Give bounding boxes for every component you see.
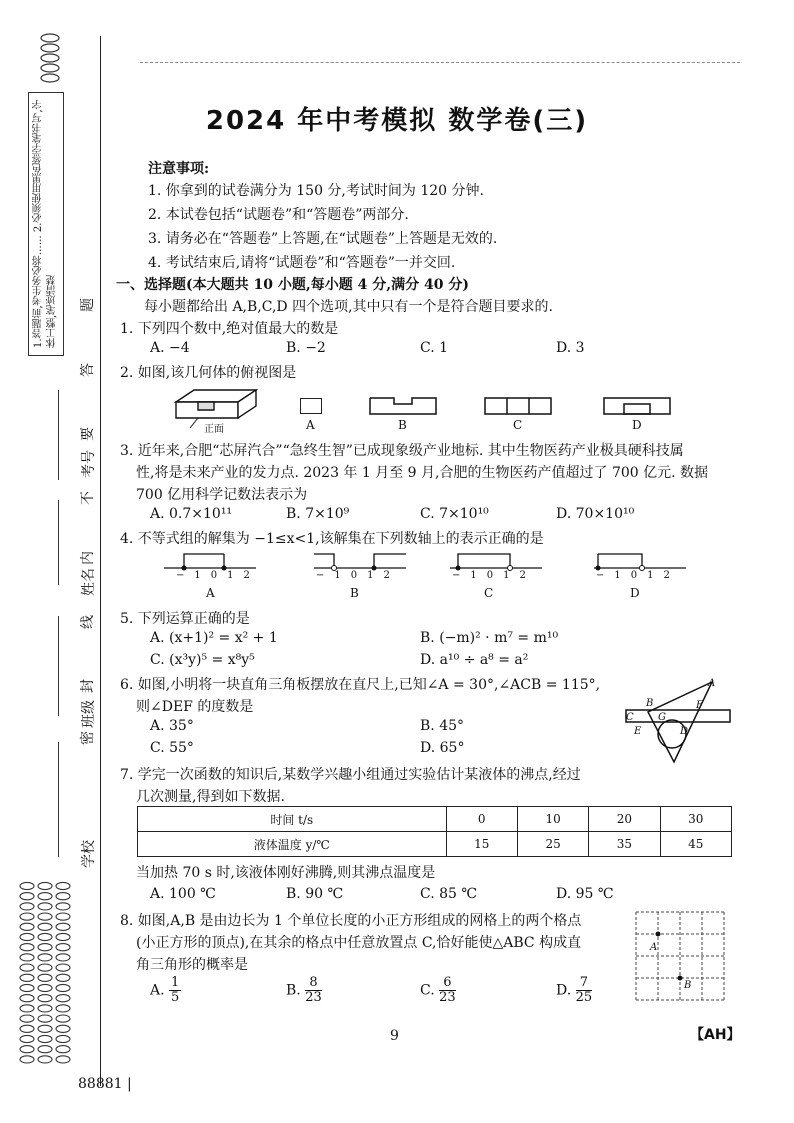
q1-option-c: C. 1 (420, 340, 449, 356)
table-row (138, 807, 732, 832)
q7-line: 7. 学完一次函数的知识后,某数学兴趣小组通过实验估计某液体的沸点,经过 (120, 767, 581, 783)
q4-numberline-c (446, 548, 546, 588)
q2-label-b: B (398, 418, 407, 432)
q8-point-a-label: A (650, 942, 658, 953)
q5-stem: 5. 下列运算正确的是 (120, 611, 250, 627)
q1-stem: 1. 下列四个数中,绝对值最大的数是 (120, 321, 339, 337)
q8-point-b-label: B (684, 980, 692, 991)
field-class: 班级 (81, 700, 97, 728)
q2-label-a: A (306, 418, 315, 432)
table-cell: 15 (446, 832, 517, 857)
field-line (58, 742, 59, 857)
q5-option-a: A. (x+1)² = x² + 1 (150, 630, 278, 646)
field-school: 学校 (81, 840, 97, 868)
q6-line: 6. 如图,小明将一块直角三角板摆放在直尺上,已知∠A = 30°,∠ACB = 115°, (120, 677, 601, 693)
q4-ticks-a: −1012 (176, 570, 260, 581)
q2-view-c (483, 396, 553, 416)
seal-char: 不 (80, 491, 96, 505)
field-line (58, 390, 59, 480)
ring-holes-top (38, 30, 62, 90)
table-cell: 0 (446, 807, 517, 832)
q2-label-c: C (513, 418, 523, 432)
bottom-mark: 88881 | (78, 1076, 132, 1092)
notes-item: 1. 你拿到的试卷满分为 150 分,考试时间为 120 分钟. (148, 183, 484, 199)
q2-view-d (602, 396, 672, 416)
notes-item: 3. 请务必在“答题卷”上答题,在“试题卷”上答题是无效的. (148, 231, 498, 247)
q8-option-d: D. $\frac{7}{25}$ (556, 975, 593, 1005)
q3-option-c: C. 7×10¹⁰ (420, 506, 489, 522)
q2-label-d: D (632, 418, 642, 432)
ring-holes-bottom (18, 880, 74, 1070)
seal-char: 线 (80, 615, 96, 629)
q5-option-d: D. a¹⁰ ÷ a⁸ = a² (420, 652, 529, 668)
q6-label-e: E (634, 726, 642, 737)
page-number: 9 (390, 1028, 399, 1044)
q6-line: 则∠DEF 的度数是 (136, 699, 254, 715)
q6-ruler-triangle-figure (622, 676, 732, 766)
table-cell: 10 (517, 807, 588, 832)
table-cell: 30 (660, 807, 731, 832)
q7-after: 当加热 70 s 时,该液体刚好沸腾,则其沸点温度是 (136, 865, 436, 881)
region-tag: 【AH】 (690, 1027, 741, 1043)
q6-label-g: G (658, 712, 666, 723)
q6-option-d: D. 65° (420, 740, 465, 756)
q2-view-b (368, 396, 438, 416)
q8-grid-figure (632, 908, 728, 1004)
q8-option-b: B. $\frac{8}{23}$ (286, 975, 322, 1005)
table-cell: 25 (517, 832, 588, 857)
seal-char: 要 (80, 427, 96, 441)
table-cell: 20 (589, 807, 660, 832)
q8-option-a: A. $\frac{1}{5}$ (150, 975, 180, 1005)
q4-ticks-c: −1012 (452, 570, 536, 581)
q7-option-a: A. 100 ℃ (150, 886, 216, 902)
q7-data-table (137, 806, 732, 857)
field-name: 姓名 (81, 568, 97, 596)
q5-option-b: B. (−m)² · m⁷ = m¹⁰ (420, 630, 559, 646)
seal-char: 密 (80, 731, 96, 745)
q4-ticks-d: −1012 (596, 570, 680, 581)
seal-char: 封 (80, 679, 96, 693)
q4-label-d: D (630, 586, 640, 600)
q3-line: 3. 近年来,合肥“芯屏汽合”“急终生智”已成现象级产业地标. 其中生物医药产业极具硬科技属 (120, 443, 684, 459)
q6-option-c: C. 55° (150, 740, 194, 756)
page-title: 2024 年中考模拟 数学卷(三) (205, 106, 589, 136)
binding-line (100, 36, 101, 1086)
q6-label-c: C (626, 712, 634, 723)
q7-option-b: B. 90 ℃ (286, 886, 344, 902)
q7-option-c: C. 85 ℃ (420, 886, 478, 902)
q7-line: 几次测量,得到如下数据. (136, 789, 285, 805)
q2-front-label: 正面 (204, 424, 224, 435)
q3-line: 性,将是未来产业的发力点. 2023 年 1 月至 9 月,合肥的生物医药产值超过了 700 亿元. 数据 (136, 465, 709, 481)
q3-line: 700 亿用科学记数法表示为 (136, 487, 308, 503)
q6-option-a: A. 35° (150, 718, 194, 734)
table-cell: 时间 t/s (138, 807, 447, 832)
q1-option-b: B. −2 (286, 340, 326, 356)
q4-label-a: A (206, 586, 215, 600)
table-row (138, 832, 732, 857)
q6-label-d: D (680, 726, 689, 737)
seal-char: 题 (80, 298, 96, 312)
q8-line: (小正方形的顶点),在其余的格点中任意放置点 C,恰好能使△ABC 构成直 (136, 935, 582, 951)
section-heading: 一、选择题(本大题共 10 小题,每小题 4 分,满分 40 分) (116, 277, 469, 293)
q8-option-c: C. $\frac{6}{23}$ (420, 975, 456, 1005)
field-line (58, 500, 59, 585)
q4-stem: 4. 不等式组的解集为 −1≤x<1,该解集在下列数轴上的表示正确的是 (120, 531, 544, 547)
q8-line: 角三角形的概率是 (136, 957, 248, 973)
section-intro: 每小题都给出 A,B,C,D 四个选项,其中只有一个是符合题目要求的. (144, 299, 553, 315)
q1-option-d: D. 3 (556, 340, 585, 356)
q5-option-c: C. (x³y)⁵ = x⁸y⁵ (150, 652, 255, 668)
seal-char: 答 (80, 363, 96, 377)
q2-view-a (300, 398, 322, 414)
q4-numberline-b (310, 548, 410, 588)
notes-heading: 注意事项: (148, 161, 210, 177)
q2-stem: 2. 如图,该几何体的俯视图是 (120, 365, 297, 381)
q3-option-b: B. 7×10⁹ (286, 506, 350, 522)
table-cell: 液体温度 y/℃ (138, 832, 447, 857)
q6-label-b: B (646, 698, 654, 709)
q6-label-a: A (708, 678, 716, 689)
q4-numberline-a (160, 548, 260, 588)
seal-char: 内 (80, 551, 96, 565)
notes-item: 2. 本试卷包括“试题卷”和“答题卷”两部分. (148, 207, 409, 223)
q6-label-f: F (696, 700, 703, 711)
q4-numberline-d (590, 548, 690, 588)
table-cell: 45 (660, 832, 731, 857)
q4-label-c: C (484, 586, 494, 600)
q6-option-b: B. 45° (420, 718, 465, 734)
q4-label-b: B (350, 586, 359, 600)
q4-ticks-b: −1012 (316, 570, 400, 581)
q1-option-a: A. −4 (150, 340, 190, 356)
field-line (58, 616, 59, 716)
q3-option-a: A. 0.7×10¹¹ (150, 506, 233, 522)
q8-line: 8. 如图,A,B 是由边长为 1 个单位长度的小正方形组成的网格上的两个格点 (120, 913, 582, 929)
field-exam-number: 考号 (81, 450, 97, 478)
top-dotted-rule (140, 62, 740, 63)
q7-option-d: D. 95 ℃ (556, 886, 614, 902)
notes-item: 4. 考试结束后,请将“试题卷”和“答题卷”一并交回. (148, 255, 456, 271)
table-cell: 35 (589, 832, 660, 857)
side-notice: 1.答题前,考生务必将…… 2.必须使用黑色签字笔书写,字体工整,笔迹清楚 (33, 99, 58, 348)
q3-option-d: D. 70×10¹⁰ (556, 506, 635, 522)
